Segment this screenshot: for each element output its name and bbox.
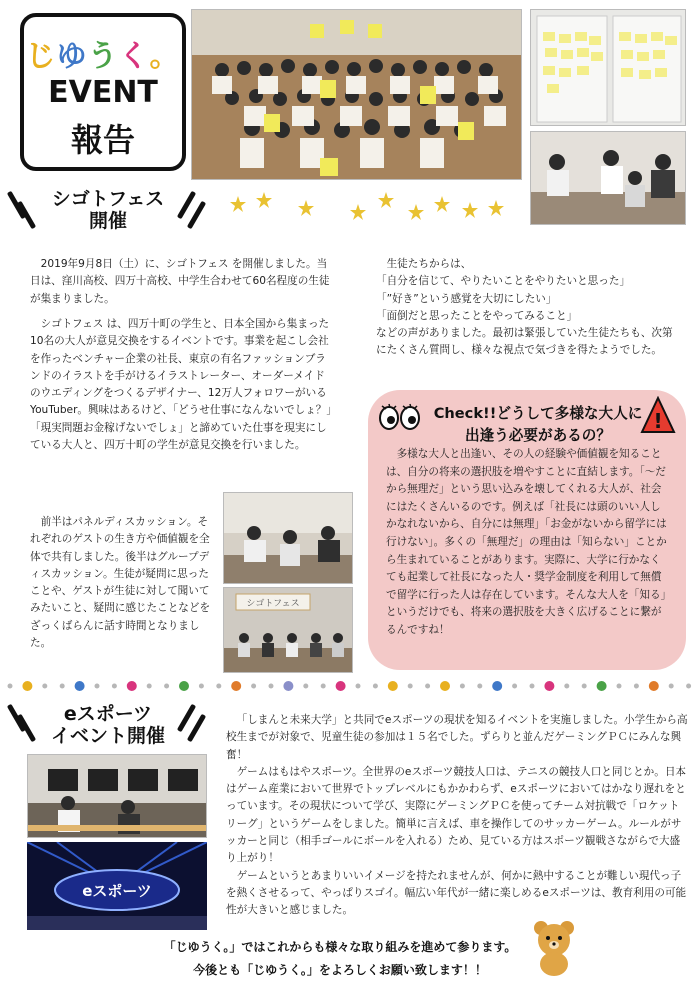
voice-2: 「”好き”という感覚を大切にしたい」 — [376, 292, 557, 305]
student-voices — [376, 256, 676, 360]
voice-1: 「自分を信じて、やりたいことをやりたいと思った」 — [376, 275, 631, 288]
closing-line2: 今後とも「じゆうく。」をよろしくお願い致します！！ — [193, 963, 487, 977]
logo-char-1: ゆ — [56, 39, 88, 74]
discussion-photo — [530, 131, 686, 225]
divider-dot — [597, 681, 607, 691]
esports-stage-photo — [27, 842, 207, 930]
closing-message — [120, 936, 560, 982]
divider-dot — [634, 684, 639, 689]
divider-dot — [42, 684, 47, 689]
divider-dot — [564, 684, 569, 689]
divider-dot — [8, 684, 13, 689]
divider-dot — [147, 684, 152, 689]
section2-heading-line1: eスポーツ — [63, 703, 153, 725]
divider-dot — [425, 684, 430, 689]
section2-para2: ゲームはもはやスポーツ。全世界のeスポーツ競技人口は、テニスの競技人口と同じとか。日本はゲーム産業において世界でトップレベルにもかかわらず、eスポーツにおいてはかなり遅れをとっています。その現状について学び、実際にゲーミングＰＣを使ってチーム対抗戦で「ロケットリーグ」というゲームをしました。簡単に言えば、車を操作してのサッカーゲーム。ルールがサッカーと同じ（相手ゴールにボールを入れる）ため、見ている方はスポーツ観戦さながらで大盛り上がり！ — [226, 765, 687, 865]
divider-dot — [649, 681, 659, 691]
check-body: 多様な大人と出逢い、その人の経験や価値観を知ることは、自分の将来の選択肢を増やすことに直結します。「〜だから無理だ」という思い込みを壊してくれる大人が、社会にはたくさんいるのです。例えば「社長には頭のいい人しかなれないから、自分には無理」「お金がないから留学には行けない」。多くの「無理だ」の理由は「知らない」ことから生まれていることがあります。実際に、大学に行かなくても起業して社長になった人・奨学金制度を利用して無償で留学に行った人は存在しています。そんな大人を「知る」というだけでも、将来の選択肢を大きく広げることに繋がるんですね！ — [386, 448, 667, 636]
divider-dot — [269, 684, 274, 689]
star-decoration — [228, 192, 518, 224]
section2-heading — [38, 703, 178, 747]
section2-text — [226, 712, 688, 920]
panel-discussion-photo — [223, 492, 353, 584]
divider-dot — [617, 684, 622, 689]
divider-dot — [512, 684, 517, 689]
divider-dot — [477, 684, 482, 689]
divider-dot — [373, 684, 378, 689]
divider-dot — [336, 681, 346, 691]
divider-dot — [251, 684, 256, 689]
voices-after: などの声がありました。最初は緊張していた生徒たちも、次第にたくさん質問し、様々な視点で気づきを得たようでした。 — [376, 327, 673, 357]
logo-char-2: う — [87, 39, 119, 74]
divider-dot — [164, 684, 169, 689]
divider-dot — [544, 681, 554, 691]
logo-report-text: 報告 — [70, 121, 135, 159]
poster-text: シゴトフェス — [246, 599, 300, 609]
logo-char-0: じ — [25, 39, 57, 74]
check-title-line2: 出逢う必要があるの？ — [465, 427, 611, 444]
divider-dot — [95, 684, 100, 689]
divider-dot — [216, 684, 221, 689]
exclamation-icon — [640, 396, 676, 436]
section1-heading-line1: シゴトフェス — [51, 188, 165, 210]
section1-para1: 2019年9月8日（土）に、シゴトフェス を開催しました。当日は、窪川高校、四万十高校、中学生合わせて60名程度の生徒が集まりました。 — [30, 258, 330, 305]
sticky-notes-photo — [530, 9, 686, 126]
divider-dot — [179, 681, 189, 691]
dotted-divider — [0, 679, 700, 693]
divider-dot — [356, 684, 361, 689]
voices-intro: 生徒たちからは、 — [386, 258, 472, 270]
bear-mascot-icon — [530, 918, 578, 978]
logo-event-text: EVENT — [48, 75, 158, 110]
divider-dot — [582, 684, 587, 689]
divider-dot — [199, 684, 204, 689]
check-title-line1: Check!!どうして多様な大人に — [433, 405, 643, 422]
gaming-pc-photo — [27, 754, 207, 838]
check-title — [428, 403, 648, 447]
divider-dot — [669, 684, 674, 689]
slash-right-s2-2 — [187, 714, 206, 742]
divider-dot — [530, 684, 535, 689]
divider-dot — [283, 681, 293, 691]
divider-dot — [231, 681, 241, 691]
exclamation-text: ! — [653, 409, 663, 433]
divider-dot — [408, 684, 413, 689]
divider-dot — [127, 681, 137, 691]
divider-dot — [460, 684, 465, 689]
divider-dot — [112, 684, 117, 689]
section1-heading — [38, 188, 178, 232]
divider-dot — [60, 684, 65, 689]
logo-char-4: 。 — [149, 39, 181, 74]
stage-photo — [223, 587, 353, 673]
section1-para3: 前半はパネルディスカッション。それぞれのゲストの生き方や価値観を全体で共有しました。後半はグループディスカッション。生徒が疑問に思ったことや、ゲストが生徒に対して聞いてみたいこと、疑問に感じたことなどをざっくばらんに話す時間となりました。 — [30, 516, 211, 650]
section2-heading-line2: イベント開催 — [50, 725, 165, 747]
eyes-icon — [378, 402, 422, 432]
section2-para1: 「しまんと未来大学」と共同でeスポーツの現状を知るイベントを実施しました。小学生から高校生までが対象で、児童生徒の参加は１５名でした。ずらりと並んだゲーミングＰＣにみんな興奮！ — [226, 714, 688, 761]
section1-para2: シゴトフェス は、四万十町の学生と、日本全国から集まった10名の大人が意見交換をするイベントです。事業を起こし会社を作ったベンチャー企業の社長、東京の有名ファッションブランドのイラストを手がけるイラストレーター、オーダーメイドのウエディングをつくるデザイナー、12万人フォロワーがいるYouTuber。興味はあるけど、「どうせ仕事になんないでしょ？」「現実問題お金稼げないでしょ」と諦めていた仕事を現実にしている大人と、四万十町の学生が意見交換を行いました。 — [30, 318, 332, 452]
divider-dot — [388, 681, 398, 691]
group-photo — [191, 9, 522, 180]
slash-right-2 — [187, 201, 206, 229]
logo-title — [24, 31, 182, 75]
divider-dot — [75, 681, 85, 691]
divider-dot — [492, 681, 502, 691]
logo-char-3: く — [118, 39, 150, 74]
divider-dot — [303, 684, 308, 689]
divider-dot — [440, 681, 450, 691]
divider-dot — [22, 681, 32, 691]
voice-3: 「面倒だと思ったことをやってみること」 — [376, 309, 578, 322]
esports-logo-text: eスポーツ — [82, 882, 152, 900]
logo-box — [20, 13, 186, 171]
section1-heading-line2: 開催 — [88, 210, 127, 232]
divider-dot — [321, 684, 326, 689]
section2-para3: ゲームというとあまりいいイメージを持たれませんが、何かに熱中することが難しい現代っ子を熱くさせるって、やっぱりスゴイ。幅広い年代が一緒に楽しめるeスポーツは、教育利用の可能性が大きいと感じました。 — [226, 869, 687, 917]
divider-dot — [686, 684, 691, 689]
closing-line1: 「じゆうく。」ではこれからも様々な取り組みを進めて参ります。 — [163, 940, 517, 954]
